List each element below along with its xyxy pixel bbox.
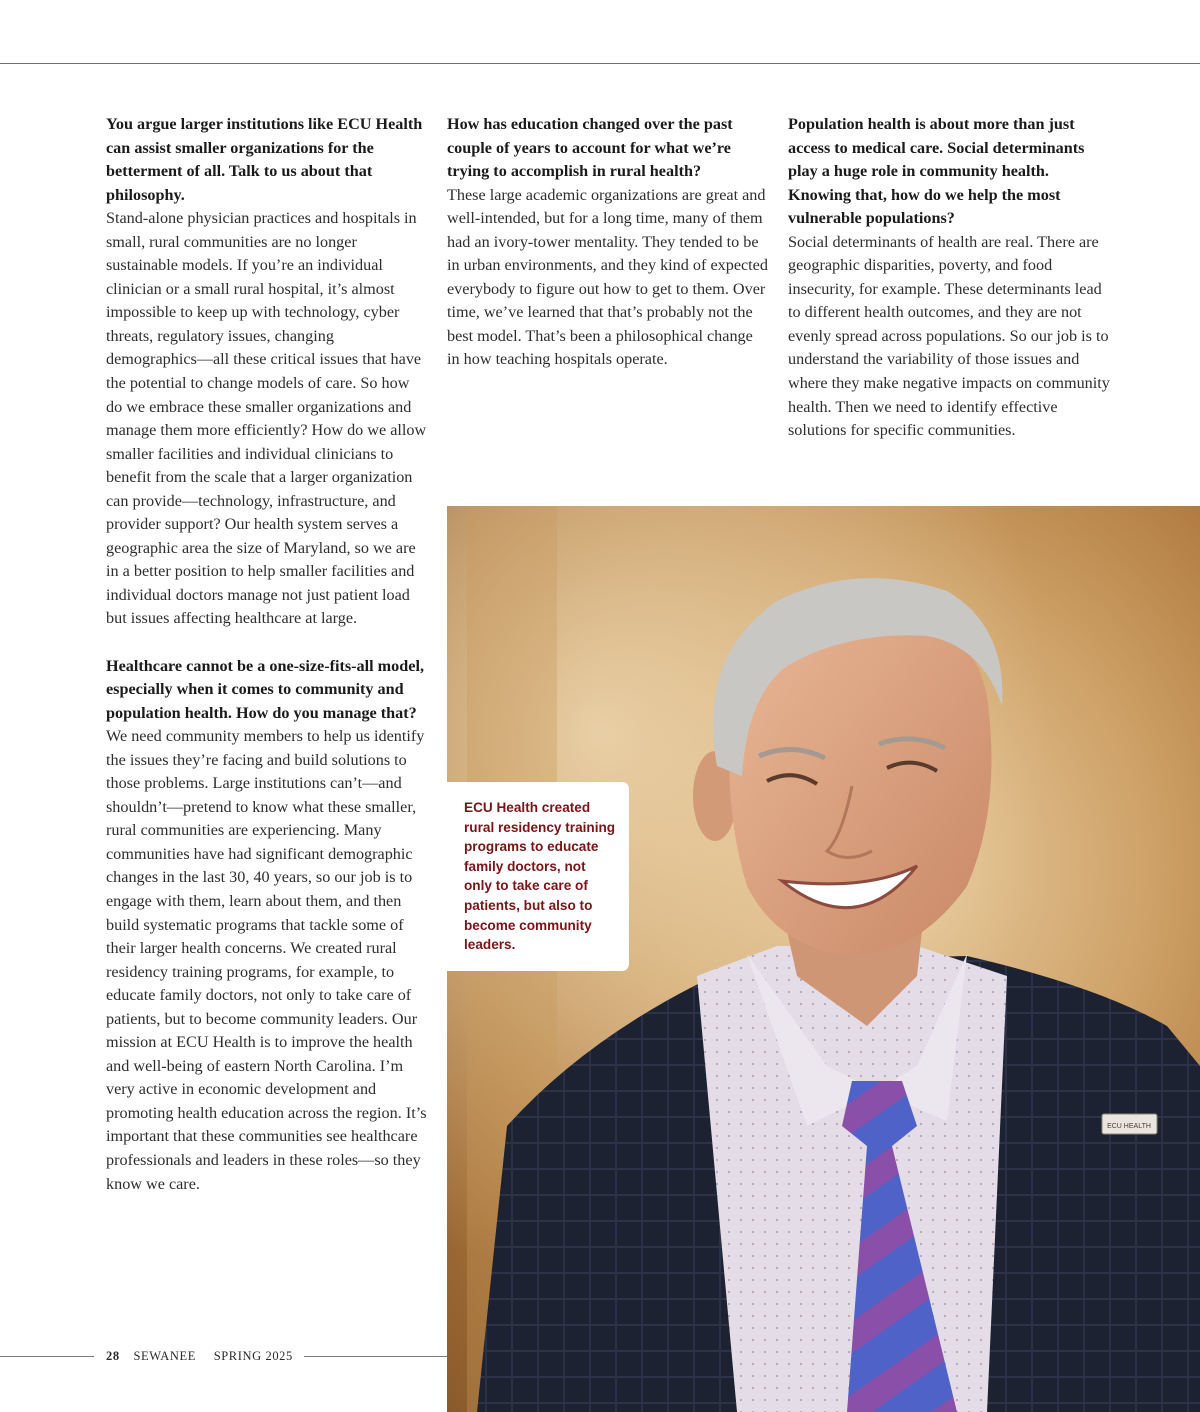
- article-column-1: [106, 113, 428, 1196]
- pull-quote: [447, 782, 629, 971]
- interview-question: How has education changed over the past couple of years to account for what we’re trying to accomplish in rural health?: [447, 115, 733, 181]
- page-number: 28: [106, 1349, 120, 1363]
- interview-question: Healthcare cannot be a one-size-fits-all model, especially when it comes to community and population health. How do you manage that?: [106, 656, 424, 722]
- article-column-2: [447, 113, 769, 372]
- footer-rule: [0, 1356, 94, 1357]
- lapel-pin-text: ECU HEALTH: [1107, 1123, 1151, 1130]
- interview-answer: We need community members to help us identify the issues they’re facing and build solutions to those problems. Large institutions can’t—and shouldn’t—pretend to know what these smaller, rural communities are experiencing. Many communities have had significant demographic changes in the last 30, 40 years, so our job is to engage with them, learn about them, and then build systematic programs that tackle some of their larger health concerns. We created rural residency training programs, for example, to educate family doctors, not only to take care of patients, but to become community leaders. Our mission at ECU Health is to improve the health and well-being of eastern North Carolina. I’m very active in economic development and promoting health education across the region. It’s important that these communities see healthcare professionals and leaders in these roles—so they know we care.: [106, 727, 427, 1193]
- issue-label: SPRING 2025: [213, 1349, 293, 1363]
- article-column-3: [788, 113, 1110, 443]
- pull-quote-text: ECU Health created rural residency training programs to educate family doctors, not only to take care of patients, but also to become community leaders.: [464, 800, 616, 953]
- footer-rule: [304, 1356, 447, 1357]
- magazine-name: SEWANEE: [133, 1349, 196, 1363]
- interview-answer: These large academic organizations are great and well-intended, but for a long time, many of them had an ivory-tower mentality. They tended to be in urban environments, and they kind of expected everybody to figure out how to get to them. Over time, we’ve learned that that’s probably not the best model. That’s been a philosophical change in how teaching hospitals operate.: [447, 185, 768, 369]
- page-footer: [106, 1349, 293, 1364]
- interview-question: You argue larger institutions like ECU Health can assist smaller organizations for the betterment of all. Talk to us about that philosophy.: [106, 115, 423, 204]
- top-rule: [0, 63, 1200, 64]
- interview-question: Population health is about more than just access to medical care. Social determinants play a huge role in community health. Knowing that, how do we help the most vulnerable populations?: [788, 115, 1085, 228]
- interview-answer: Stand-alone physician practices and hospitals in small, rural communities are no longer sustainable models. If you’re an individual clinician or a small rural hospital, it’s almost impossible to keep up with technology, cyber threats, regulatory issues, changing demographics—all these critical issues that have the potential to change models of care. So how do we embrace these smaller organizations and manage them more efficiently? How do we allow smaller facilities and individual clinicians to benefit from the scale that a larger organization can provide—technology, infrastructure, and provider support? Our health system serves a geographic area the size of Maryland, so we are in a better position to help smaller facilities and individual doctors manage not just patient load but issues affecting healthcare at large.: [106, 209, 427, 628]
- interview-answer: Social determinants of health are real. There are geographic disparities, poverty, and food insecurity, for example. These determinants lead to different health outcomes, and they are not evenly spread across populations. So our job is to understand the variability of those issues and where they make negative impacts on community health. Then we need to identify effective solutions for specific communities.: [788, 232, 1110, 440]
